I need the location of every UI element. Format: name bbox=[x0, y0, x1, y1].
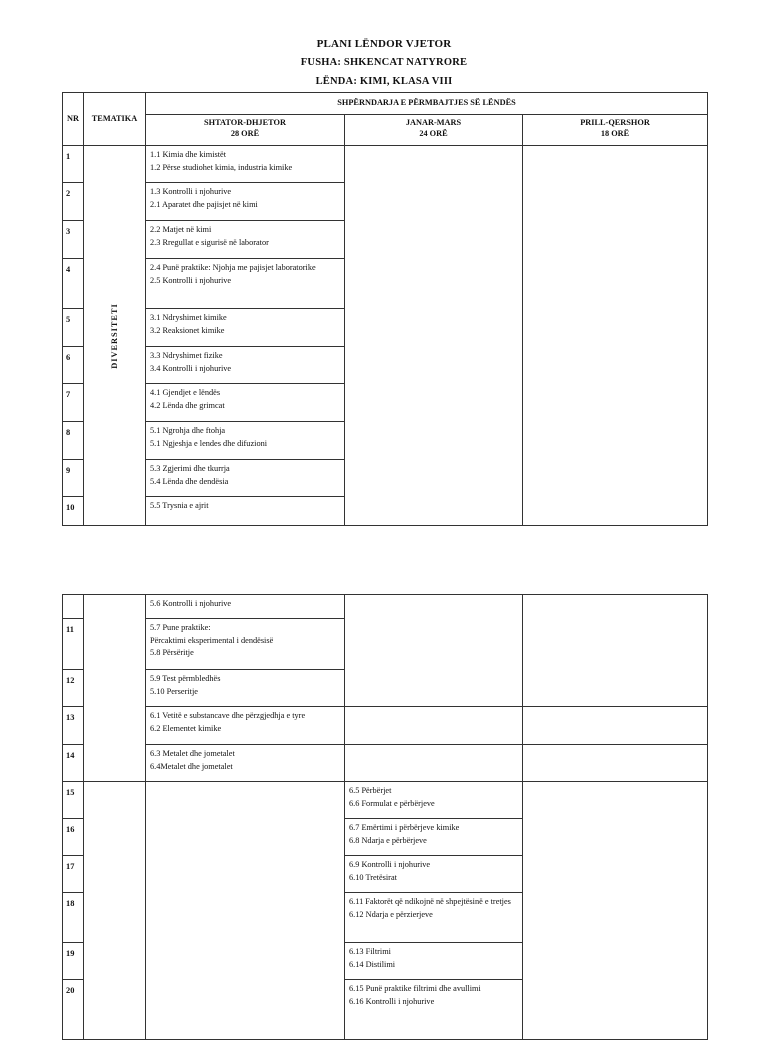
row-number: 16 bbox=[63, 819, 84, 856]
row-number: 15 bbox=[63, 782, 84, 819]
curriculum-table-part-1 bbox=[62, 92, 708, 526]
tematika-cell bbox=[84, 782, 146, 1040]
lesson-topic: 6.7 Emërtimi i përbërjeve kimike bbox=[349, 823, 460, 832]
lesson-cell bbox=[146, 707, 345, 745]
lesson-cell bbox=[345, 893, 523, 943]
lesson-topic: 5.7 Pune praktike: bbox=[150, 623, 211, 632]
lesson-cell bbox=[146, 183, 345, 221]
lesson-topic: 6.2 Elementet kimike bbox=[150, 723, 222, 733]
lesson-cell bbox=[146, 670, 345, 707]
row-number: 3 bbox=[63, 221, 84, 259]
lesson-topic: 2.1 Aparatet dhe pajisjet në kimi bbox=[150, 199, 258, 209]
period-cell-empty bbox=[523, 782, 708, 1040]
tematika-cell bbox=[84, 595, 146, 782]
period-name: JANAR-MARS bbox=[405, 118, 462, 127]
lesson-cell bbox=[345, 819, 523, 856]
row-number: 6 bbox=[63, 347, 84, 384]
lesson-topic: 3.4 Kontrolli i njohurive bbox=[150, 363, 232, 373]
table-row bbox=[63, 146, 708, 183]
period-cell-empty bbox=[523, 745, 708, 782]
lesson-topic: 6.14 Distilimi bbox=[349, 959, 396, 969]
row-number bbox=[63, 595, 84, 619]
lesson-topic: 1.1 Kimia dhe kimistët bbox=[150, 150, 227, 159]
lesson-topic: 5.8 Përsëritje bbox=[150, 648, 194, 657]
row-number: 19 bbox=[63, 943, 84, 980]
period-hours: 28 ORË bbox=[230, 129, 260, 138]
period-cell-empty bbox=[345, 595, 523, 707]
lesson-topic: 6.4Metalet dhe jometalet bbox=[150, 761, 233, 771]
lesson-topic: 5.3 Zgjerimi dhe tkurrja bbox=[150, 464, 230, 473]
subject-field-heading: FUSHA: SHKENCAT NATYRORE bbox=[300, 57, 468, 68]
row-number: 12 bbox=[63, 670, 84, 707]
row-number: 11 bbox=[63, 619, 84, 670]
lesson-cell bbox=[146, 422, 345, 460]
lesson-topic: 1.3 Kontrolli i njohurive bbox=[150, 187, 232, 196]
lesson-cell bbox=[146, 745, 345, 782]
period-header bbox=[345, 115, 523, 146]
lesson-topic: 4.2 Lënda dhe grimcat bbox=[150, 400, 225, 410]
row-number: 4 bbox=[63, 259, 84, 309]
lesson-topic: 6.11 Faktorët që ndikojnë në shpejtësinë e tretjes bbox=[349, 897, 511, 906]
lesson-topic: Përcaktimi eksperimental i dendësisë bbox=[150, 635, 274, 645]
lesson-topic: 6.9 Kontrolli i njohurive bbox=[349, 860, 431, 869]
lesson-topic: 3.1 Ndryshimet kimike bbox=[150, 313, 227, 322]
period-header bbox=[523, 115, 708, 146]
lesson-cell bbox=[345, 782, 523, 819]
lesson-topic: 6.15 Punë praktike filtrimi dhe avullimi bbox=[349, 984, 481, 993]
lesson-cell bbox=[146, 347, 345, 384]
lesson-topic: 6.6 Formulat e përbërjeve bbox=[349, 798, 435, 808]
lesson-topic: 5.1 Ngjeshja e lendes dhe difuzioni bbox=[150, 438, 268, 448]
row-number: 9 bbox=[63, 460, 84, 497]
row-number: 8 bbox=[63, 422, 84, 460]
document-title: PLANI LËNDOR VJETOR bbox=[316, 38, 452, 50]
lesson-topic: 4.1 Gjendjet e lëndës bbox=[150, 388, 221, 397]
lesson-topic: 2.2 Matjet në kimi bbox=[150, 225, 212, 234]
period-header bbox=[146, 115, 345, 146]
lesson-topic: 5.5 Trysnia e ajrit bbox=[150, 501, 209, 510]
lesson-cell bbox=[146, 146, 345, 183]
lesson-topic: 6.13 Filtrimi bbox=[349, 947, 391, 956]
row-number: 18 bbox=[63, 893, 84, 943]
row-number: 2 bbox=[63, 183, 84, 221]
lesson-topic: 6.1 Vetitë e substancave dhe përzgjedhja e tyre bbox=[150, 711, 306, 720]
lesson-cell bbox=[345, 856, 523, 893]
table-row bbox=[63, 595, 708, 619]
lesson-cell bbox=[345, 943, 523, 980]
row-number: 20 bbox=[63, 980, 84, 1040]
row-number: 13 bbox=[63, 707, 84, 745]
period-name: PRILL-QERSHOR bbox=[580, 118, 650, 127]
lesson-cell bbox=[146, 460, 345, 497]
lesson-topic: 1.2 Përse studiohet kimia, industria kimike bbox=[150, 162, 293, 172]
lesson-topic: 3.2 Reaksionet kimike bbox=[150, 325, 225, 335]
period-hours: 24 ORË bbox=[419, 129, 448, 138]
lesson-topic: 5.10 Perseritje bbox=[150, 686, 198, 696]
lesson-topic: 2.4 Punë praktike: Njohja me pajisjet laboratorike bbox=[150, 263, 316, 272]
lesson-cell bbox=[146, 497, 345, 526]
period-cell-empty bbox=[523, 146, 708, 526]
lesson-cell bbox=[345, 980, 523, 1040]
lesson-topic: 6.8 Ndarja e përbërjeve bbox=[349, 835, 427, 845]
period-cell-empty bbox=[523, 707, 708, 745]
row-number: 14 bbox=[63, 745, 84, 782]
lesson-cell bbox=[146, 595, 345, 619]
period-cell-empty bbox=[345, 707, 523, 745]
tematika-cell bbox=[84, 146, 146, 526]
lesson-topic: 5.4 Lënda dhe dendësia bbox=[150, 476, 229, 486]
period-cell-empty bbox=[146, 782, 345, 1040]
lesson-cell bbox=[146, 384, 345, 422]
lesson-cell bbox=[146, 221, 345, 259]
period-cell-empty bbox=[345, 745, 523, 782]
lesson-topic: 5.1 Ngrohja dhe ftohja bbox=[150, 426, 226, 435]
row-number: 17 bbox=[63, 856, 84, 893]
lesson-topic: 6.12 Ndarja e përzierjeve bbox=[349, 909, 433, 919]
period-cell-empty bbox=[523, 595, 708, 707]
subject-class-heading: LËNDA: KIMI, KLASA VIII bbox=[315, 76, 453, 87]
period-name: SHTATOR-DHJETOR bbox=[204, 118, 286, 127]
lesson-topic: 6.16 Kontrolli i njohurive bbox=[349, 996, 435, 1006]
lesson-cell bbox=[146, 619, 345, 670]
lesson-cell bbox=[146, 259, 345, 309]
table-row bbox=[63, 707, 708, 745]
lesson-topic: 6.3 Metalet dhe jometalet bbox=[150, 749, 235, 758]
curriculum-table-part-2 bbox=[62, 594, 708, 1040]
lesson-topic: 6.10 Tretësirat bbox=[349, 872, 397, 882]
lesson-topic: 2.5 Kontrolli i njohurive bbox=[150, 275, 232, 285]
lesson-topic: 6.5 Përbërjet bbox=[349, 786, 392, 795]
row-number: 5 bbox=[63, 309, 84, 347]
table-row bbox=[63, 745, 708, 782]
row-number: 7 bbox=[63, 384, 84, 422]
row-number: 10 bbox=[63, 497, 84, 526]
table-row bbox=[63, 782, 708, 819]
column-header-nr: NR bbox=[63, 93, 84, 146]
tematika-label: DIVERSITETI bbox=[109, 302, 119, 369]
lesson-topic: 5.9 Test përmbledhës bbox=[150, 674, 221, 683]
distribution-group-header: SHPËRNDARJA E PËRMBAJTJES SË LËNDËS bbox=[146, 93, 708, 115]
lesson-cell bbox=[146, 309, 345, 347]
lesson-topic: 2.3 Rregullat e sigurisë në laborator bbox=[150, 237, 269, 247]
column-header-tematika: TEMATIKA bbox=[84, 93, 146, 146]
period-hours: 18 ORË bbox=[600, 129, 630, 138]
period-cell-empty bbox=[345, 146, 523, 526]
row-number: 1 bbox=[63, 146, 84, 183]
lesson-topic: 3.3 Ndryshimet fizike bbox=[150, 351, 223, 360]
lesson-topic: 5.6 Kontrolli i njohurive bbox=[150, 599, 232, 608]
